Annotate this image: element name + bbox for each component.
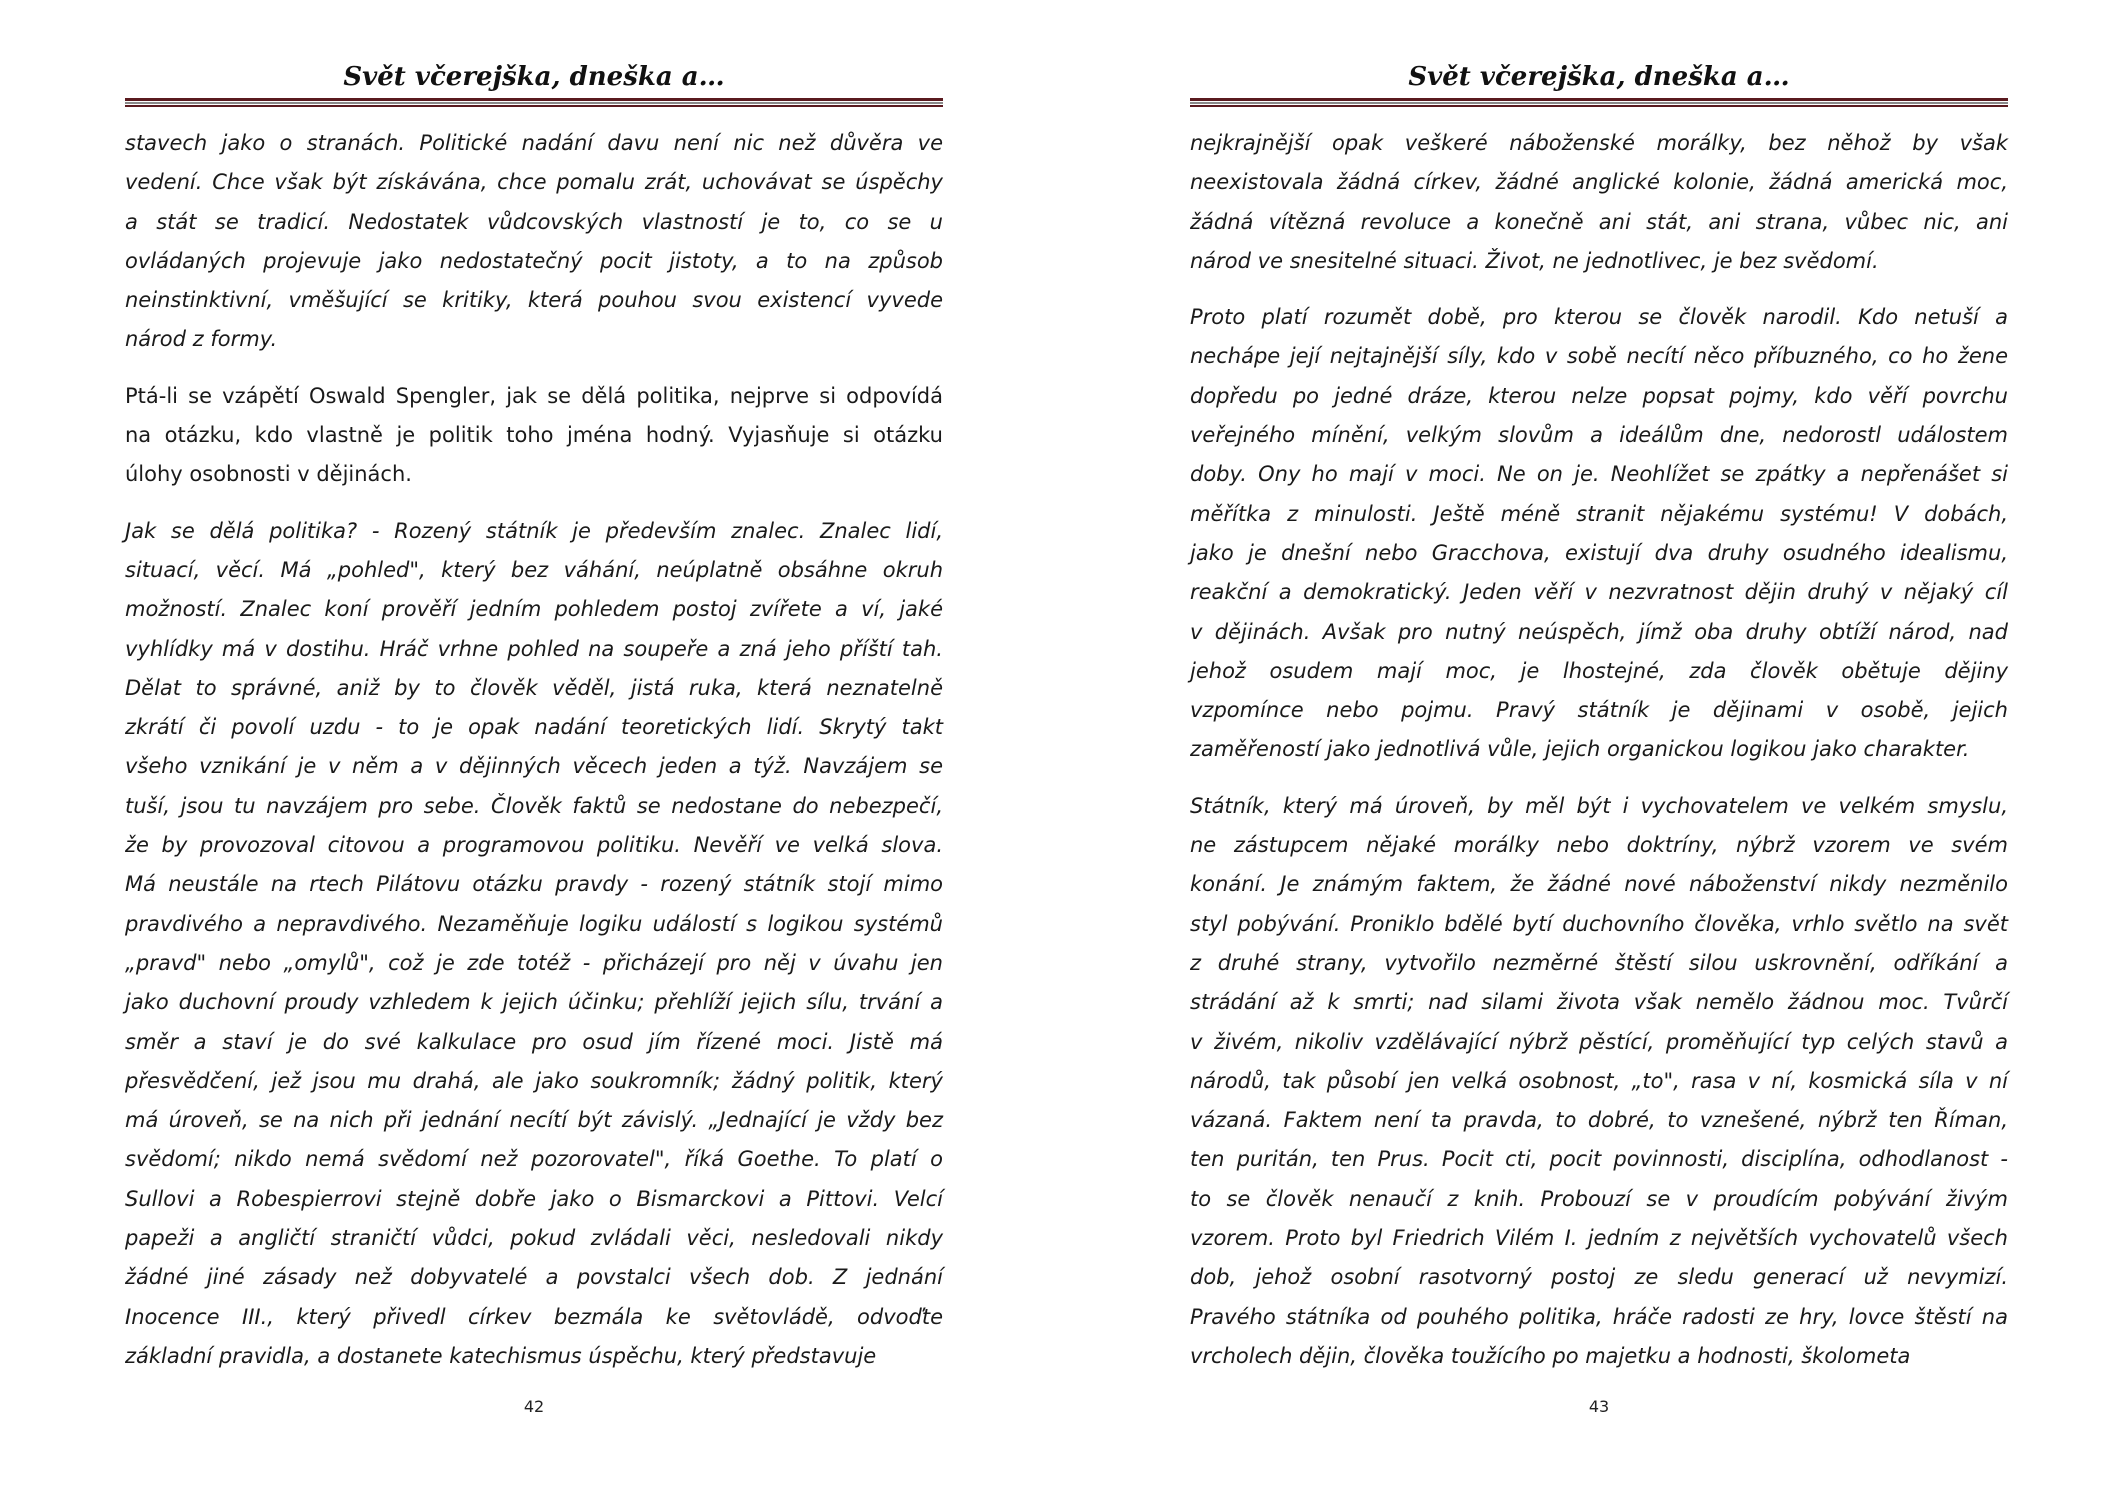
text-line: tuší, jsou tu navzájem pro sebe. Člověk faktů se nedostane do nebezpečí,: [125, 793, 943, 818]
left-page-body: [125, 124, 943, 1393]
text-line: národ z formy.: [125, 327, 278, 352]
page-number: 42: [523, 1397, 545, 1416]
page-number: 43: [1588, 1397, 1610, 1416]
text-line: Státník, který má úroveň, by měl být i vychovatelem ve velkém smyslu,: [1190, 793, 2008, 818]
text-line: nejkrajnější opak veškeré náboženské morálky, bez něhož by však: [1190, 131, 2008, 155]
text-line: „pravd" nebo „omylů", což je zde totéž - přicházejí pro něj v úvahu jen: [125, 950, 943, 975]
running-header-title: Svět včerejška, dneška a…: [343, 62, 725, 92]
text-line: Pravého státníka od pouhého politika, hráče radosti ze hry, lovce štěstí na: [1190, 1304, 2008, 1329]
text-line: vzorem. Proto byl Friedrich Vilém I. jedním z největších vychovatelů všech: [1190, 1226, 2008, 1251]
right-page-body: [1190, 124, 2008, 1393]
text-line: směr a staví je do své kalkulace pro osud jím řízené moci. Jistě má: [125, 1029, 943, 1054]
text-line: žádné jiné zásady než dobyvatelé a povstalci všech dob. Z jednání: [125, 1265, 943, 1290]
text-line: a stát se tradicí. Nedostatek vůdcovských vlastností je to, co se u: [125, 209, 943, 234]
text-line: vyhlídky má v dostihu. Hráč vrhne pohled na soupeře a zná jeho příští tah.: [125, 636, 943, 661]
text-line: úlohy osobnosti v dějinách.: [125, 462, 412, 487]
running-header-title: Svět včerejška, dneška a…: [1408, 62, 1790, 92]
text-line: svědomí; nikdo nemá svědomí než pozorovatel", říká Goethe. To platí o: [125, 1147, 943, 1172]
text-line: strádání až k smrti; nad silami života však nemělo žádnou moc. Tvůrčí: [1190, 990, 2008, 1015]
text-line: dopředu po jedné dráze, kterou nelze popsat pojmy, kdo věří povrchu: [1190, 383, 2008, 408]
text-line: přesvědčení, jež jsou mu drahá, ale jako soukromník; žádný politik, který: [125, 1068, 943, 1093]
text-line: reakční a demokratický. Jeden věří v nezvratnost dějin druhý v nějaký cíl: [1190, 580, 2008, 605]
text-line: situací, věcí. Má „pohled", který bez váhání, neúplatně obsáhne okruh: [125, 557, 943, 582]
text-line: ne zástupcem nějaké morálky nebo doktríny, nýbrž vzorem ve svém: [1190, 833, 2008, 858]
paragraph: [1190, 124, 2008, 281]
text-line: Proto platí rozumět době, pro kterou se člověk narodil. Kdo netuší a: [1190, 305, 2008, 330]
text-line: ovládaných projevuje jako nedostatečný pocit jistoty, a to na způsob: [125, 248, 943, 273]
text-line: národ ve snesitelné situaci. Život, ne jednotlivec, je bez svědomí.: [1190, 248, 1879, 273]
text-line: v dějinách. Avšak pro nutný neúspěch, jímž oba druhy obtíží národ, nad: [1190, 619, 2008, 644]
text-line: má úroveň, se na nich při jednání necítí být závislý. „Jednající je vždy bez: [125, 1108, 943, 1133]
text-line: jako je dnešní nebo Gracchova, existují dva druhy osudného idealismu,: [1190, 540, 2008, 565]
header-rule: [125, 98, 943, 106]
text-line: papeži a angličtí straničtí vůdci, pokud zvládali věci, nesledovali nikdy: [125, 1226, 943, 1251]
text-line: doby. Ony ho mají v moci. Ne on je. Neohlížet se zpátky a nepřenášet si: [1190, 462, 2008, 487]
text-line: na otázku, kdo vlastně je politik toho jména hodný. Vyjasňuje si otázku: [125, 423, 943, 448]
text-line: stavech jako o stranách. Politické nadání davu není nic než důvěra ve: [125, 131, 943, 155]
left-page: [125, 0, 943, 1500]
text-line: nechápe její nejtajnější síly, kdo v sobě necítí něco příbuzného, co ho žene: [1190, 344, 2008, 369]
paragraph: [125, 512, 943, 1377]
text-line: vedení. Chce však být získávána, chce pomalu zrát, uchovávat se úspěchy: [125, 170, 943, 195]
paragraph: [125, 377, 943, 495]
text-line: základní pravidla, a dostanete katechismus úspěchu, který představuje: [125, 1343, 877, 1368]
text-line: vzpomínce nebo pojmu. Pravý státník je dějinami v osobě, jejich: [1190, 698, 2008, 723]
paragraph: [125, 124, 943, 360]
text-line: konání. Je známým faktem, že žádné nové náboženství nikdy nezměnilo: [1190, 872, 2008, 897]
text-line: Dělat to správné, aniž by to člověk věděl, jistá ruka, která neznatelně: [125, 675, 943, 700]
text-line: Jak se dělá politika? - Rozený státník je především znalec. Znalec lidí,: [125, 518, 943, 543]
text-line: v živém, nikoliv vzdělávající nýbrž pěstící, proměňující typ celých stavů a: [1190, 1029, 2008, 1054]
text-line: neinstinktivní, vměšující se kritiky, která pouhou svou existencí vyvede: [125, 288, 943, 313]
text-line: jako duchovní proudy vzhledem k jejich účinku; přehlíží jejich sílu, trvání a: [125, 990, 943, 1015]
text-line: národů, tak působí jen velká osobnost, „to", rasa v ní, kosmická síla v ní: [1190, 1068, 2008, 1093]
text-line: neexistovala žádná církev, žádné anglické kolonie, žádná americká moc,: [1190, 170, 2008, 195]
text-line: Ptá-li se vzápětí Oswald Spengler, jak se dělá politika, nejprve si odpovídá: [125, 383, 943, 408]
text-line: zaměřeností jako jednotlivá vůle, jejich organickou logikou jako charakter.: [1190, 737, 1970, 762]
text-line: z druhé strany, vytvořilo nezměrné štěstí silou uskrovnění, odříkání a: [1190, 950, 2008, 975]
text-line: vrcholech dějin, člověka toužícího po majetku a hodnosti, školometa: [1190, 1343, 1911, 1368]
text-line: dob, jehož osobní rasotvorný postoj ze sledu generací už nevymizí.: [1190, 1265, 2008, 1290]
text-line: vázaná. Faktem není ta pravda, to dobré, to vznešené, nýbrž ten Říman,: [1190, 1108, 2008, 1133]
text-line: to se člověk nenaučí z knih. Probouzí se v proudícím pobývání živým: [1190, 1186, 2008, 1211]
text-line: že by provozoval citovou a programovou politiku. Nevěří ve velká slova.: [125, 833, 943, 858]
text-line: zkrátí či povolí uzdu - to je opak nadání teoretických lidí. Skrytý takt: [125, 715, 943, 740]
text-line: Inocence III., který přivedl církev bezmála ke světovládě, odvoďte: [125, 1304, 943, 1329]
text-line: měřítka z minulosti. Ještě méně stranit nějakému systému! V dobách,: [1190, 501, 2008, 526]
text-line: ten puritán, ten Prus. Pocit cti, pocit povinnosti, disciplína, odhodlanost -: [1190, 1147, 2008, 1172]
text-line: styl pobývání. Proniklo bdělé bytí duchovního člověka, vrhlo světlo na svět: [1190, 911, 2008, 936]
text-line: veřejného mínění, velkým slovům a ideálům dne, nedorostl událostem: [1190, 423, 2008, 448]
header-rule: [1190, 98, 2008, 106]
text-line: Má neustále na rtech Pilátovu otázku pravdy - rozený státník stojí mimo: [125, 872, 943, 897]
right-page: [1190, 0, 2008, 1500]
text-line: Sullovi a Robespierrovi stejně dobře jako o Bismarckovi a Pittovi. Velcí: [125, 1186, 943, 1211]
text-line: pravdivého a nepravdivého. Nezaměňuje logiku událostí s logikou systémů: [125, 911, 943, 936]
text-line: žádná vítězná revoluce a konečně ani stát, ani strana, vůbec nic, ani: [1190, 209, 2008, 234]
text-line: jehož osudem mají moc, je lhostejné, zda člověk obětuje dějiny: [1190, 658, 2008, 683]
text-line: možností. Znalec koní prověří jedním pohledem postoj zvířete a ví, jaké: [125, 597, 943, 622]
paragraph: [1190, 787, 2008, 1376]
paragraph: [1190, 298, 2008, 770]
text-line: všeho vznikání je v něm a v dějinných věcech jeden a týž. Navzájem se: [125, 754, 943, 779]
